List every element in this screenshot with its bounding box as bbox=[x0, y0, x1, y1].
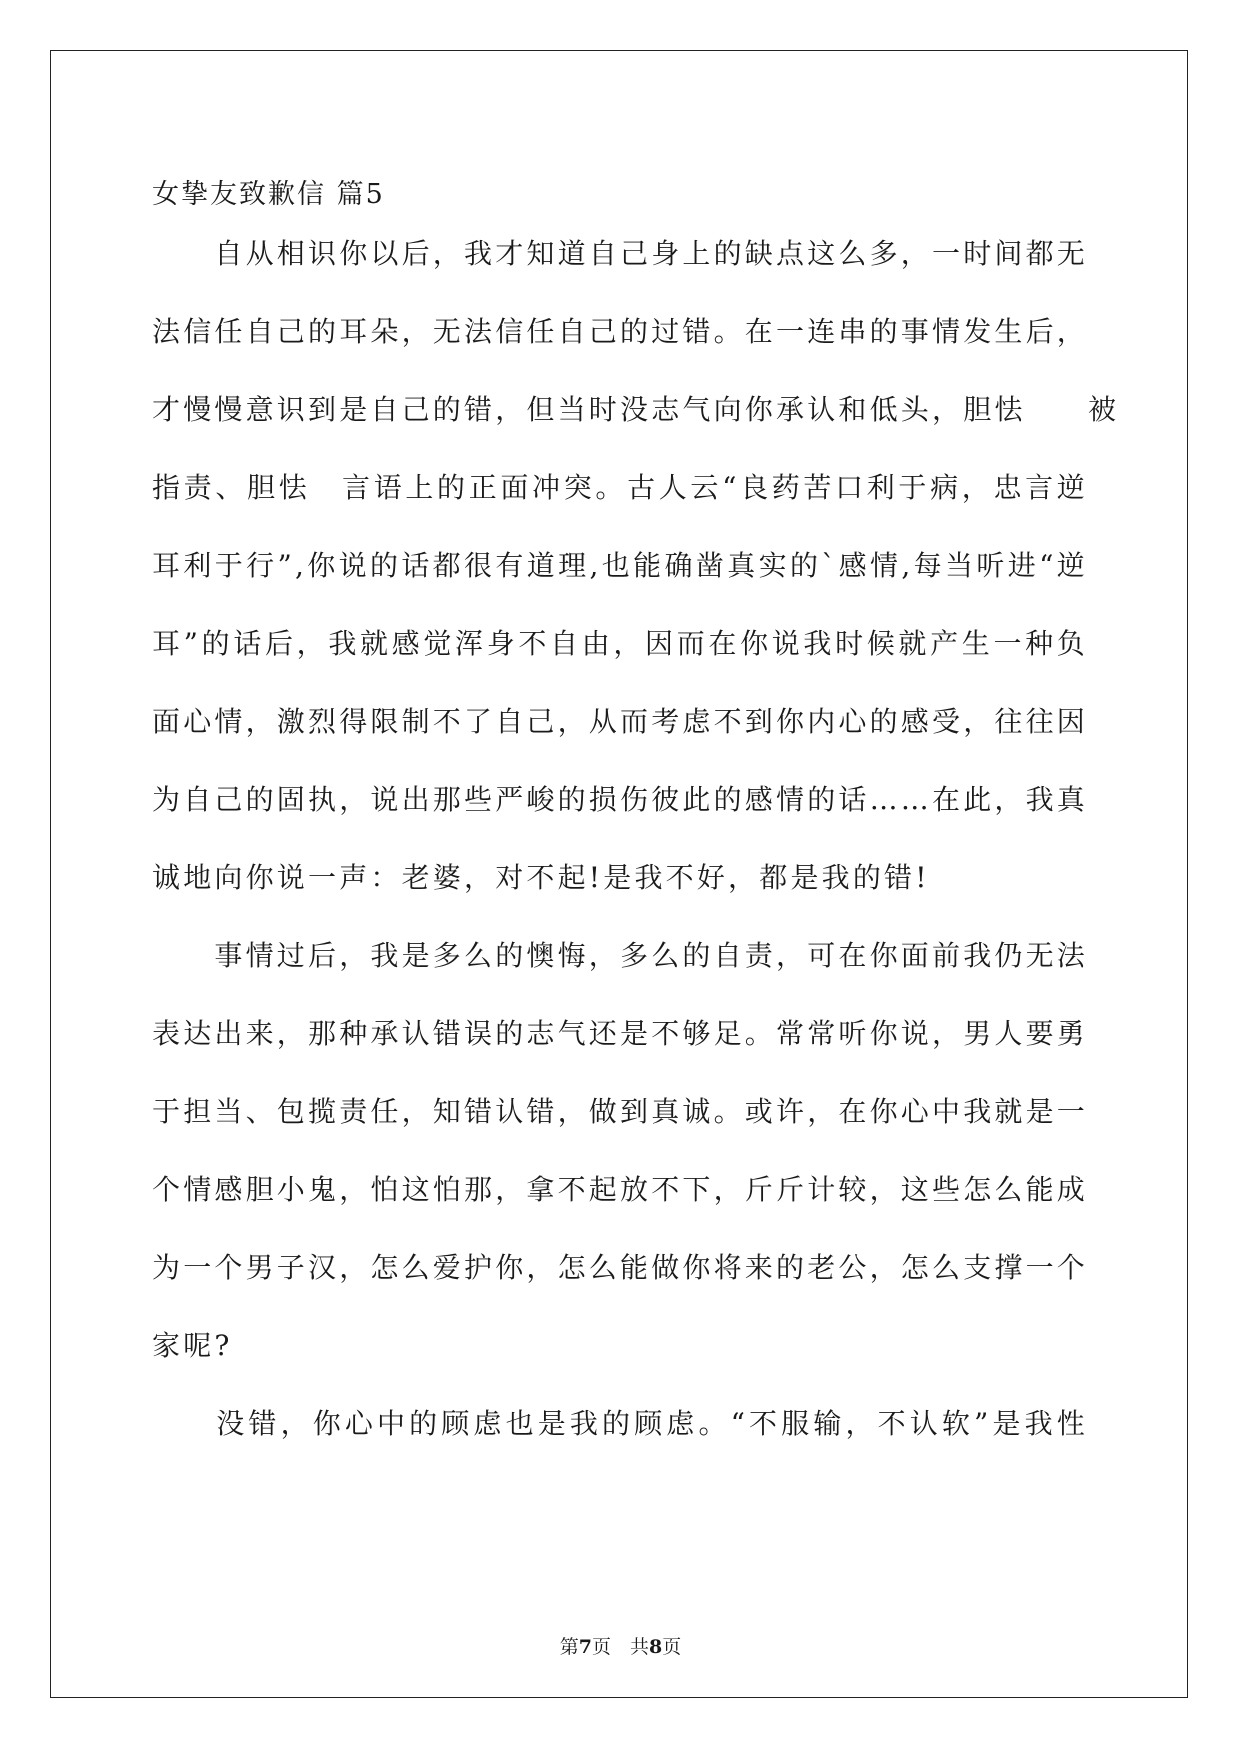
body-line: 事情过后，我是多么的懊悔，多么的自责，可在你面前我仍无法 bbox=[152, 939, 1089, 972]
body-line: 家呢? bbox=[152, 1329, 233, 1362]
footer-page-number: 7 bbox=[578, 1636, 592, 1658]
body-line: 没错，你心中的顾虑也是我的顾虑。“不服输，不认软”是我性 bbox=[152, 1407, 1088, 1440]
body-line: 为自己的固执，说出那些严峻的损伤彼此的感情的话……在此，我真 bbox=[152, 783, 1089, 816]
body-line: 面心情，激烈得限制不了自己，从而考虑不到你内心的感受，往往因 bbox=[152, 705, 1089, 738]
footer-middle: 页 共 bbox=[591, 1636, 649, 1658]
body-line: 法信任自己的耳朵，无法信任自己的过错。在一连串的事情发生后， bbox=[152, 315, 1089, 348]
body-line: 个情感胆小鬼，怕这怕那，拿不起放不下，斤斤计较，这些怎么能成 bbox=[152, 1173, 1089, 1206]
page-footer bbox=[0, 1632, 1241, 1659]
body-line: 为一个男子汉，怎么爱护你，怎么能做你将来的老公，怎么支撑一个 bbox=[152, 1251, 1089, 1284]
footer-total-pages: 8 bbox=[649, 1636, 663, 1658]
body-line: 表达出来，那种承认错误的志气还是不够足。常常听你说，男人要勇 bbox=[152, 1017, 1089, 1050]
body-line: 于担当、包揽责任，知错认错，做到真诚。或许，在你心中我就是一 bbox=[152, 1095, 1089, 1128]
body-line: 诚地向你说一声：老婆，对不起!是我不好，都是我的错! bbox=[152, 861, 930, 894]
footer-suffix: 页 bbox=[662, 1636, 682, 1658]
body-line: 耳”的话后，我就感觉浑身不自由，因而在你说我时候就产生一种负 bbox=[152, 627, 1088, 660]
footer-prefix: 第 bbox=[559, 1636, 579, 1658]
body-line: 指责、胆怯 言语上的正面冲突。古人云“良药苦口利于病，忠言逆 bbox=[152, 471, 1088, 504]
body-line: 耳利于行”,你说的话都很有道理,也能确凿真实的`感情,每当听进“逆 bbox=[152, 549, 1088, 582]
document-title: 女挚友致歉信 篇5 bbox=[152, 179, 385, 210]
body-line: 才慢慢意识到是自己的错，但当时没志气向你承认和低头，胆怯 被 bbox=[152, 393, 1120, 426]
body-line: 自从相识你以后，我才知道自己身上的缺点这么多，一时间都无 bbox=[152, 237, 1089, 270]
